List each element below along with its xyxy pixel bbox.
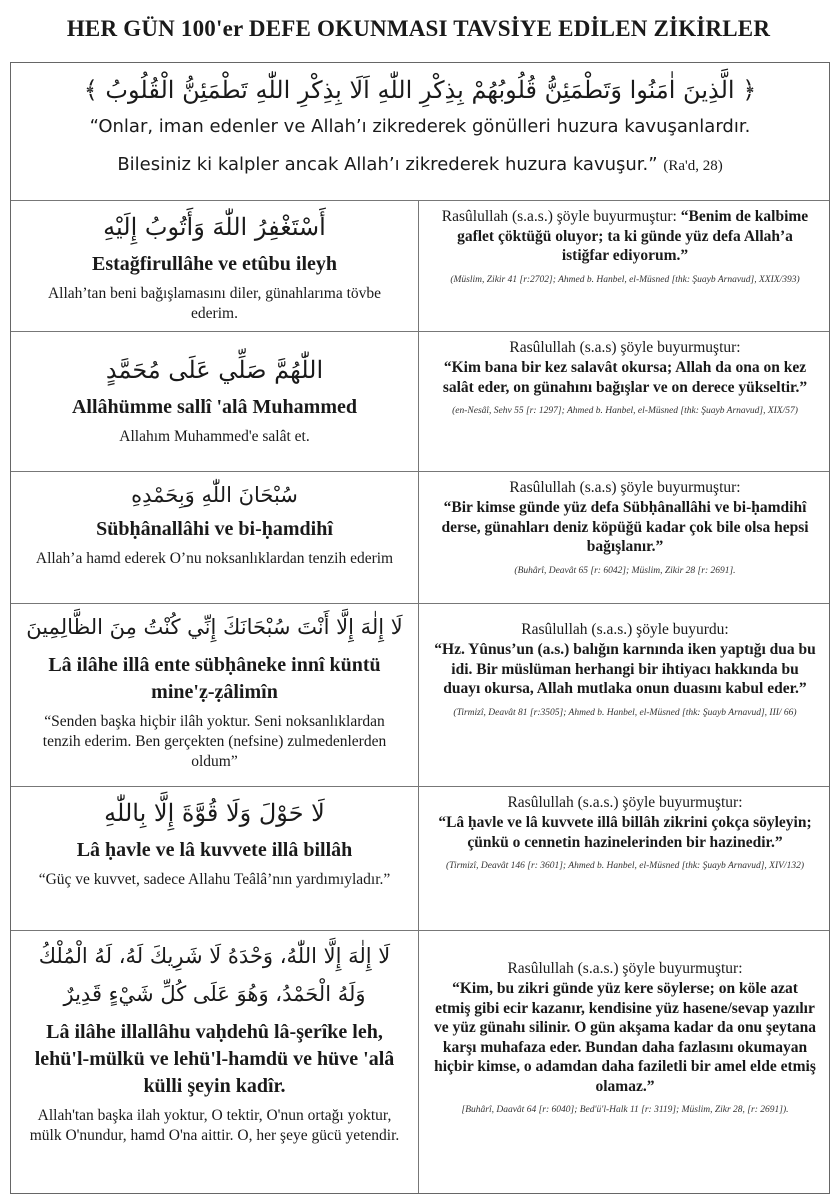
hadith-cell — [419, 604, 831, 786]
zikir-table — [10, 62, 830, 1194]
zikir-arabic: لَا إِلٰهَ إِلَّا أَنْتَ سُبْحَانَكَ إِنِّي كُنْتُ مِنَ الظَّالِمِينَ — [26, 615, 403, 639]
intro-translation-line2: Bilesiniz ki kalpler ancak Allah’ı zikrederek huzura kavuşur.” (Ra'd, 28) — [117, 154, 723, 175]
hadith-cell — [419, 332, 831, 471]
zikir-cell — [11, 201, 419, 331]
intro-translation-line1: “Onlar, iman edenler ve Allah’ı zikrederek gönülleri huzura kavuşanlardır. — [89, 116, 751, 137]
zikir-cell — [11, 931, 419, 1193]
zikir-arabic: لَا إِلٰهَ إِلَّا اللّٰهُ، وَحْدَهُ لَا شَرِيكَ لَهُ، لَهُ الْمُلْكُ وَلَهُ الْحَمْدُ، وَهُوَ عَلَى كُلِّ شَيْءٍ قَدِيرٌ — [38, 944, 391, 1006]
hadith-source: (en-Nesâî, Sehv 55 [r: 1297]; Ahmed b. Hanbel, el-Müsned [thk: Şuayb Arnavud], XIX/57) — [452, 406, 798, 416]
zikir-transliteration: Lâ ḥavle ve lâ kuvvete illâ billâh — [76, 839, 353, 861]
zikir-transliteration: Allâhümme sallî 'alâ Muhammed — [71, 396, 357, 418]
zikir-meaning: Allah'tan başka ilah yoktur, O tektir, O'nun ortağı yoktur, mülk O'nundur, hamd O'na aittir. O, her şeye gücü yetendir. — [29, 1107, 400, 1144]
zikir-transliteration: Lâ ilâhe illallâhu vaḥdehû lâ-şerîke leh, lehü'l-mülkü ve lehü'l-hamdü ve hüve 'alâ külli şeyin kadîr. — [34, 1021, 395, 1097]
zikir-row-6 — [11, 931, 829, 1193]
hadith-cell — [419, 472, 831, 603]
hadith-source: [Buhârî, Daavât 64 [r: 6040]; Bed'ü'l-Halk 11 [r: 3119]; Müslim, Zikr 28, [r: 2691]). — [461, 1105, 789, 1115]
zikir-row-2 — [11, 332, 829, 472]
hadith-intro: Rasûlullah (s.a.s.) şöyle buyurmuştur: — [507, 960, 743, 977]
hadith-intro: Rasûlullah (s.a.s.) şöyle buyurmuştur: — [507, 794, 743, 811]
hadith-cell — [419, 931, 831, 1193]
hadith-cell — [419, 201, 831, 331]
zikir-meaning: “Güç ve kuvvet, sadece Allahu Teâlâ’nın yardımıyladır.” — [38, 871, 391, 888]
hadith-text: Rasûlullah (s.a.s.) şöyle buyurmuştur: “Benim de kalbime gaflet çöktüğü oluyor; ta ki günde yüz defa Allah’a istiğfar ediyorum.” — [441, 208, 809, 264]
intro-verse — [11, 63, 829, 201]
zikir-cell — [11, 787, 419, 930]
hadith-text: “Bir kimse günde yüz defa Sübḥânallâhi ve bi-ḥamdihî derse, günahları deniz köpüğü kadar çok bile olsa hepsi bağışlanır.” — [441, 499, 809, 555]
hadith-text: “Kim bana bir kez salavât okursa; Allah da ona on kez salât eder, on günahını bağışlar ve on derece yükseltir.” — [442, 359, 808, 396]
hadith-cell — [419, 787, 831, 930]
intro-arabic: ﴿ الَّذِينَ اٰمَنُوا وَتَطْمَئِنُّ قُلُوبُهُمْ بِذِكْرِ اللّٰهِ اَلَا بِذِكْرِ اللّٰهِ تَطْمَئِنُّ الْقُلُوبُ ﴾ — [83, 76, 757, 104]
hadith-intro: Rasûlullah (s.a.s) şöyle buyurmuştur: — [509, 339, 741, 356]
zikir-row-1 — [11, 201, 829, 332]
zikir-transliteration: Lâ ilâhe illâ ente sübḥâneke innî küntü mine'ẓ-ẓâlimîn — [48, 654, 381, 703]
zikir-cell — [11, 472, 419, 603]
page-title: HER GÜN 100'er DEFE OKUNMASI TAVSİYE EDİLEN ZİKİRLER — [66, 16, 771, 41]
zikir-cell — [11, 604, 419, 786]
hadith-intro: Rasûlullah (s.a.s.) şöyle buyurdu: — [521, 621, 729, 638]
zikir-arabic: سُبْحَانَ اللّٰهِ وَبِحَمْدِهِ — [131, 483, 298, 507]
zikir-meaning: Allah’a hamd ederek O’nu noksanlıklardan tenzih ederim — [35, 550, 394, 567]
zikir-transliteration: Sübḥânallâhi ve bi-ḥamdihî — [96, 518, 333, 540]
zikir-row-4 — [11, 604, 829, 787]
zikir-meaning: Allah’tan beni bağışlamasını diler, günahlarıma tövbe ederim. — [47, 285, 382, 322]
hadith-text: “Kim, bu zikri günde yüz kere söylerse; on köle azat etmiş gibi ecir kazanır, kendisine yüz hasene/sevap yazılır ve yüz günahı silinir. O gün akşama kadar da onu şeytana karşı muhafaza eder. Bundan daha fazlasını okumayan hiçbir kimse, o adamdan daha faziletli bir amel elde etmiş olamaz.” — [433, 980, 816, 1095]
zikir-arabic: اللّٰهُمَّ صَلِّي عَلَى مُحَمَّدٍ — [105, 356, 324, 384]
hadith-text: “Hz. Yûnus’un (a.s.) balığın karnında iken yaptığı dua bu idi. Bir müslüman herhangi bir ihtiyacı hakkında bu duayı okursa, Allah mutlaka onun duasını kabul eder.” — [434, 641, 816, 697]
hadith-source: (Tirmizî, Deavât 146 [r: 3601]; Ahmed b. Hanbel, el-Müsned [thk: Şuayb Arnavud], XIV/132) — [446, 861, 804, 871]
zikir-meaning: Allahım Muhammed'e salât et. — [119, 428, 310, 445]
zikir-transliteration: Estağfirullâhe ve etûbu ileyh — [91, 253, 337, 275]
zikir-cell — [11, 332, 419, 471]
intro-reference: (Ra'd, 28) — [663, 158, 723, 174]
zikir-row-5 — [11, 787, 829, 931]
zikir-arabic: لَا حَوْلَ وَلَا قُوَّةَ إِلَّا بِاللّٰهِ — [104, 799, 325, 827]
hadith-source: (Müslim, Zikir 41 [r:2702]; Ahmed b. Hanbel, el-Müsned [thk: Şuayb Arnavud], XXIX/393) — [450, 274, 800, 285]
zikir-meaning: “Senden başka hiçbir ilâh yoktur. Seni noksanlıklardan tenzih ederim. Ben gerçekten (nefsine) zulmedenlerden oldum” — [42, 713, 387, 770]
zikir-arabic: أَسْتَغْفِرُ اللّٰهَ وَأَتُوبُ إِلَيْهِ — [103, 213, 326, 241]
hadith-source: (Buhârî, Deavât 65 [r: 6042]; Müslim, Zikir 28 [r: 2691]. — [514, 565, 736, 576]
hadith-text: “Lâ ḥavle ve lâ kuvvete illâ billâh zikrini çokça söyleyin; çünkü o cennetin hazinelerinden bir hazinedir.” — [438, 814, 812, 851]
hadith-intro: Rasûlullah (s.a.s) şöyle buyurmuştur: — [509, 479, 741, 496]
zikir-row-3 — [11, 472, 829, 604]
hadith-source: (Tirmizî, Deavât 81 [r:3505]; Ahmed b. Hanbel, el-Müsned [thk: Şuayb Arnavud], III/ 66) — [453, 707, 797, 718]
